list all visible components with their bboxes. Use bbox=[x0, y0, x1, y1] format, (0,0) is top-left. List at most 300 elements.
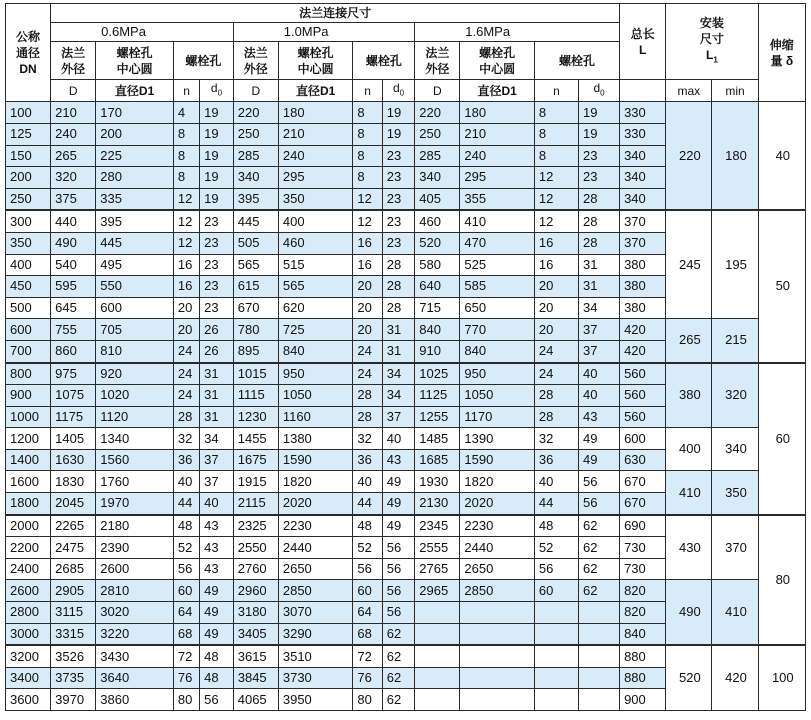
table-cell: 3735 bbox=[51, 667, 96, 689]
table-cell: 2020 bbox=[460, 493, 535, 515]
table-cell: 8 bbox=[173, 145, 199, 167]
table-cell bbox=[415, 667, 460, 689]
table-cell: 900 bbox=[620, 689, 666, 711]
install-max-cell: 520 bbox=[666, 645, 712, 710]
table-cell: 3290 bbox=[278, 623, 353, 645]
table-cell: 2810 bbox=[96, 580, 174, 602]
stretch-cell: 100 bbox=[758, 645, 805, 710]
table-cell: 340 bbox=[620, 145, 666, 167]
table-cell: 19 bbox=[200, 102, 234, 124]
table-cell: 3070 bbox=[278, 602, 353, 624]
table-cell: 2765 bbox=[415, 558, 460, 580]
install-min-cell: 180 bbox=[712, 102, 758, 210]
table-cell: 37 bbox=[579, 319, 620, 341]
table-cell: 810 bbox=[96, 340, 174, 362]
table-cell: 31 bbox=[382, 340, 415, 362]
symbol-D1: 直径D1 bbox=[96, 80, 174, 102]
table-cell: 380 bbox=[620, 276, 666, 298]
table-cell: 1405 bbox=[51, 428, 96, 450]
table-cell: 49 bbox=[200, 602, 234, 624]
table-cell: 8 bbox=[353, 102, 382, 124]
table-cell: 64 bbox=[173, 602, 199, 624]
table-cell: 950 bbox=[460, 363, 535, 385]
table-cell: 840 bbox=[278, 340, 353, 362]
table-cell: 76 bbox=[353, 667, 382, 689]
table-cell: 12 bbox=[534, 188, 578, 210]
table-cell: 2400 bbox=[6, 558, 51, 580]
table-cell: 16 bbox=[534, 254, 578, 276]
table-cell: 20 bbox=[534, 297, 578, 319]
table-cell: 37 bbox=[200, 449, 234, 471]
table-cell: 400 bbox=[278, 210, 353, 232]
table-cell: 34 bbox=[200, 428, 234, 450]
table-cell: 1175 bbox=[51, 406, 96, 428]
symbol-D1: 直径D1 bbox=[278, 80, 353, 102]
table-cell: 1800 bbox=[6, 493, 51, 515]
table-row bbox=[6, 102, 806, 124]
table-cell: 44 bbox=[534, 493, 578, 515]
stretch-line1: 伸缩 bbox=[769, 37, 794, 52]
table-cell: 23 bbox=[382, 145, 415, 167]
table-cell bbox=[579, 602, 620, 624]
symbol-d0: $d_0$ bbox=[579, 80, 620, 102]
table-cell: 560 bbox=[620, 385, 666, 407]
table-cell bbox=[579, 689, 620, 711]
table-cell: 730 bbox=[620, 558, 666, 580]
bolt-holes-header: 螺栓孔 bbox=[534, 42, 619, 80]
table-cell: 19 bbox=[579, 123, 620, 145]
table-cell: 43 bbox=[200, 537, 234, 559]
table-cell: 2760 bbox=[233, 558, 278, 580]
table-cell: 49 bbox=[200, 623, 234, 645]
flange-od-header: 法兰 外径 bbox=[415, 42, 460, 80]
install-min-cell: 350 bbox=[712, 471, 758, 515]
table-cell: 700 bbox=[6, 340, 51, 362]
table-cell: 540 bbox=[51, 254, 96, 276]
table-cell: 12 bbox=[534, 210, 578, 232]
table-cell: 295 bbox=[278, 167, 353, 189]
table-cell: 28 bbox=[534, 406, 578, 428]
table-cell: 31 bbox=[200, 385, 234, 407]
table-cell: 350 bbox=[278, 188, 353, 210]
table-cell: 3200 bbox=[6, 645, 51, 667]
table-cell: 19 bbox=[579, 102, 620, 124]
stretch-line2: 量 δ bbox=[770, 53, 794, 68]
install-max-cell: 265 bbox=[666, 319, 712, 363]
table-cell: 370 bbox=[620, 210, 666, 232]
table-cell: 1685 bbox=[415, 449, 460, 471]
table-cell: 37 bbox=[200, 471, 234, 493]
table-cell: 76 bbox=[173, 667, 199, 689]
table-cell: 2325 bbox=[233, 515, 278, 537]
table-cell: 1820 bbox=[460, 471, 535, 493]
table-cell: 670 bbox=[620, 471, 666, 493]
table-cell: 32 bbox=[534, 428, 578, 450]
table-cell: 62 bbox=[579, 515, 620, 537]
table-cell: 60 bbox=[353, 580, 382, 602]
total-length-symbol: L bbox=[638, 42, 647, 57]
pressure-header-0.6: 0.6MPa bbox=[51, 23, 234, 42]
table-cell: 31 bbox=[200, 363, 234, 385]
table-cell: 395 bbox=[233, 188, 278, 210]
table-cell: 180 bbox=[460, 102, 535, 124]
table-cell: 730 bbox=[620, 537, 666, 559]
table-cell: 210 bbox=[460, 123, 535, 145]
table-cell: 80 bbox=[173, 689, 199, 711]
table-cell: 56 bbox=[382, 602, 415, 624]
table-cell: 380 bbox=[620, 297, 666, 319]
flange-spec-table bbox=[5, 3, 806, 711]
table-cell bbox=[534, 689, 578, 711]
table-cell: 3180 bbox=[233, 602, 278, 624]
install-min-cell: 195 bbox=[712, 210, 758, 318]
table-cell: 12 bbox=[534, 167, 578, 189]
table-cell: 24 bbox=[173, 385, 199, 407]
install-min-cell: 370 bbox=[712, 515, 758, 580]
dn-header-line1: 公称 bbox=[16, 29, 41, 44]
table-cell: 125 bbox=[6, 123, 51, 145]
table-cell: 1590 bbox=[278, 449, 353, 471]
table-cell: 3315 bbox=[51, 623, 96, 645]
table-cell: 20 bbox=[353, 319, 382, 341]
table-cell: 8 bbox=[353, 123, 382, 145]
table-cell: 49 bbox=[579, 449, 620, 471]
table-cell: 48 bbox=[200, 667, 234, 689]
table-cell: 2230 bbox=[278, 515, 353, 537]
symbol-D1: 直径D1 bbox=[460, 80, 535, 102]
table-cell: 72 bbox=[353, 645, 382, 667]
table-cell: 3220 bbox=[96, 623, 174, 645]
table-cell: 705 bbox=[96, 319, 174, 341]
table-cell: 1025 bbox=[415, 363, 460, 385]
table-cell: 1970 bbox=[96, 493, 174, 515]
table-cell: 690 bbox=[620, 515, 666, 537]
table-cell: 62 bbox=[382, 667, 415, 689]
table-row bbox=[6, 428, 806, 450]
table-cell: 8 bbox=[353, 145, 382, 167]
table-cell: 410 bbox=[460, 210, 535, 232]
table-cell: 23 bbox=[200, 276, 234, 298]
table-cell: 1600 bbox=[6, 471, 51, 493]
table-cell: 2800 bbox=[6, 602, 51, 624]
table-cell: 20 bbox=[173, 319, 199, 341]
table-cell: 56 bbox=[353, 558, 382, 580]
table-cell: 43 bbox=[579, 406, 620, 428]
table-cell: 900 bbox=[6, 385, 51, 407]
table-cell: 1820 bbox=[278, 471, 353, 493]
table-cell bbox=[460, 667, 535, 689]
table-cell: 330 bbox=[620, 123, 666, 145]
table-header bbox=[6, 4, 806, 102]
install-max-header: max bbox=[666, 80, 712, 102]
table-cell: 2020 bbox=[278, 493, 353, 515]
table-cell: 2685 bbox=[51, 558, 96, 580]
table-cell bbox=[415, 602, 460, 624]
table-cell: 8 bbox=[534, 145, 578, 167]
table-cell: 40 bbox=[353, 471, 382, 493]
table-cell: 31 bbox=[579, 254, 620, 276]
stretch-cell: 60 bbox=[758, 363, 805, 515]
table-cell: 8 bbox=[353, 167, 382, 189]
table-cell: 600 bbox=[6, 319, 51, 341]
install-min-cell: 420 bbox=[712, 645, 758, 710]
table-cell: 3640 bbox=[96, 667, 174, 689]
table-cell: 37 bbox=[579, 340, 620, 362]
stretch-cell: 80 bbox=[758, 515, 805, 646]
table-cell: 2440 bbox=[460, 537, 535, 559]
table-cell: 20 bbox=[534, 319, 578, 341]
table-cell: 2230 bbox=[460, 515, 535, 537]
table-cell: 100 bbox=[6, 102, 51, 124]
table-cell: 770 bbox=[460, 319, 535, 341]
table-cell: 630 bbox=[620, 449, 666, 471]
table-cell: 2000 bbox=[6, 515, 51, 537]
table-cell: 340 bbox=[415, 167, 460, 189]
table-cell: 60 bbox=[534, 580, 578, 602]
table-cell: 340 bbox=[233, 167, 278, 189]
table-cell: 1760 bbox=[96, 471, 174, 493]
table-cell: 585 bbox=[460, 276, 535, 298]
table-cell: 62 bbox=[579, 580, 620, 602]
table-cell: 285 bbox=[233, 145, 278, 167]
table-cell: 1115 bbox=[233, 385, 278, 407]
table-cell: 650 bbox=[460, 297, 535, 319]
table-cell: 340 bbox=[620, 188, 666, 210]
table-cell: 210 bbox=[51, 102, 96, 124]
table-cell: 56 bbox=[382, 580, 415, 602]
table-cell: 4 bbox=[173, 102, 199, 124]
install-max-cell: 490 bbox=[666, 580, 712, 645]
table-cell: 56 bbox=[579, 493, 620, 515]
table-cell: 250 bbox=[6, 188, 51, 210]
table-cell: 26 bbox=[200, 319, 234, 341]
table-cell: 350 bbox=[6, 232, 51, 254]
total-length-header bbox=[620, 4, 666, 80]
table-cell: 43 bbox=[200, 558, 234, 580]
table-cell: 40 bbox=[200, 493, 234, 515]
table-cell: 640 bbox=[415, 276, 460, 298]
table-cell: 1255 bbox=[415, 406, 460, 428]
table-cell: 34 bbox=[382, 363, 415, 385]
table-cell: 24 bbox=[353, 340, 382, 362]
table-cell: 280 bbox=[96, 167, 174, 189]
table-cell: 450 bbox=[6, 276, 51, 298]
install-max-cell: 220 bbox=[666, 102, 712, 210]
symbol-D: D bbox=[51, 80, 96, 102]
table-cell: 2650 bbox=[278, 558, 353, 580]
table-cell: 1830 bbox=[51, 471, 96, 493]
table-cell: 285 bbox=[415, 145, 460, 167]
table-cell: 28 bbox=[382, 276, 415, 298]
table-cell: 340 bbox=[620, 167, 666, 189]
table-cell: 3526 bbox=[51, 645, 96, 667]
table-cell: 48 bbox=[534, 515, 578, 537]
table-cell: 43 bbox=[200, 515, 234, 537]
table-cell: 23 bbox=[579, 167, 620, 189]
table-cell: 670 bbox=[620, 493, 666, 515]
table-cell: 16 bbox=[173, 276, 199, 298]
bolt-circle-header: 螺栓孔 中心圆 bbox=[96, 42, 174, 80]
table-cell: 495 bbox=[96, 254, 174, 276]
table-cell: 1015 bbox=[233, 363, 278, 385]
table-cell: 560 bbox=[620, 406, 666, 428]
table-cell: 23 bbox=[382, 210, 415, 232]
table-cell: 780 bbox=[233, 319, 278, 341]
table-cell: 2550 bbox=[233, 537, 278, 559]
table-cell: 26 bbox=[200, 340, 234, 362]
symbol-D: D bbox=[415, 80, 460, 102]
table-cell bbox=[534, 645, 578, 667]
table-cell: 1160 bbox=[278, 406, 353, 428]
table-cell: 16 bbox=[534, 232, 578, 254]
bolt-circle-header: 螺栓孔 中心圆 bbox=[278, 42, 353, 80]
bolt-circle-header: 螺栓孔 中心圆 bbox=[460, 42, 535, 80]
table-cell: 19 bbox=[200, 188, 234, 210]
table-cell: 52 bbox=[534, 537, 578, 559]
table-cell: 28 bbox=[534, 385, 578, 407]
table-cell: 150 bbox=[6, 145, 51, 167]
table-cell: 895 bbox=[233, 340, 278, 362]
table-cell: 34 bbox=[579, 297, 620, 319]
table-cell: 600 bbox=[96, 297, 174, 319]
table-cell: 40 bbox=[382, 428, 415, 450]
install-size-line1: 安装 bbox=[699, 15, 724, 30]
table-cell: 445 bbox=[233, 210, 278, 232]
install-max-cell: 430 bbox=[666, 515, 712, 580]
table-cell: 3115 bbox=[51, 602, 96, 624]
table-cell: 950 bbox=[278, 363, 353, 385]
table-cell: 170 bbox=[96, 102, 174, 124]
table-cell: 3615 bbox=[233, 645, 278, 667]
table-cell: 395 bbox=[96, 210, 174, 232]
table-row bbox=[6, 319, 806, 341]
table-cell: 520 bbox=[415, 232, 460, 254]
install-min-cell: 340 bbox=[712, 428, 758, 471]
table-cell: 28 bbox=[173, 406, 199, 428]
table-cell: 550 bbox=[96, 276, 174, 298]
table-cell: 16 bbox=[353, 232, 382, 254]
table-cell bbox=[415, 645, 460, 667]
table-cell: 23 bbox=[579, 145, 620, 167]
table-cell: 505 bbox=[233, 232, 278, 254]
table-cell: 1930 bbox=[415, 471, 460, 493]
table-cell bbox=[415, 623, 460, 645]
table-cell: 24 bbox=[534, 363, 578, 385]
table-cell: 44 bbox=[173, 493, 199, 515]
table-cell: 1630 bbox=[51, 449, 96, 471]
table-cell: 2345 bbox=[415, 515, 460, 537]
table-cell: 820 bbox=[620, 580, 666, 602]
table-cell: 32 bbox=[173, 428, 199, 450]
table-cell: 2650 bbox=[460, 558, 535, 580]
install-size-symbol: $L_1$ bbox=[706, 47, 718, 65]
table-cell: 1455 bbox=[233, 428, 278, 450]
table-cell: 370 bbox=[620, 232, 666, 254]
table-cell: 56 bbox=[534, 558, 578, 580]
table-cell: 670 bbox=[233, 297, 278, 319]
symbol-d0: $d_0$ bbox=[200, 80, 234, 102]
table-cell: 20 bbox=[353, 297, 382, 319]
table-cell: 620 bbox=[278, 297, 353, 319]
table-cell: 180 bbox=[278, 102, 353, 124]
table-cell: 490 bbox=[51, 232, 96, 254]
table-cell: 2265 bbox=[51, 515, 96, 537]
table-cell bbox=[534, 667, 578, 689]
table-cell: 12 bbox=[353, 210, 382, 232]
table-cell: 3000 bbox=[6, 623, 51, 645]
table-cell: 31 bbox=[382, 319, 415, 341]
table-cell: 2390 bbox=[96, 537, 174, 559]
table-cell bbox=[460, 645, 535, 667]
pressure-header-1.6: 1.6MPa bbox=[415, 23, 620, 42]
table-cell: 28 bbox=[382, 297, 415, 319]
table-cell: 200 bbox=[6, 167, 51, 189]
table-cell bbox=[534, 602, 578, 624]
table-cell: 52 bbox=[353, 537, 382, 559]
table-cell: 24 bbox=[173, 363, 199, 385]
stretch-cell: 40 bbox=[758, 102, 805, 210]
table-cell: 645 bbox=[51, 297, 96, 319]
table-body bbox=[6, 102, 806, 711]
table-cell: 8 bbox=[173, 167, 199, 189]
table-cell: 31 bbox=[579, 276, 620, 298]
table-cell: 19 bbox=[382, 102, 415, 124]
table-cell: 3405 bbox=[233, 623, 278, 645]
table-cell: 375 bbox=[51, 188, 96, 210]
table-cell: 28 bbox=[382, 254, 415, 276]
table-cell: 565 bbox=[278, 276, 353, 298]
table-cell: 3430 bbox=[96, 645, 174, 667]
table-cell: 1170 bbox=[460, 406, 535, 428]
table-cell: 43 bbox=[382, 449, 415, 471]
table-row bbox=[6, 580, 806, 602]
table-cell: 405 bbox=[415, 188, 460, 210]
table-cell: 1675 bbox=[233, 449, 278, 471]
table-cell: 440 bbox=[51, 210, 96, 232]
symbol-n: n bbox=[534, 80, 578, 102]
install-size-line2: 尺寸 bbox=[699, 31, 724, 46]
table-cell: 20 bbox=[353, 276, 382, 298]
table-cell: 31 bbox=[200, 406, 234, 428]
table-cell: 8 bbox=[534, 102, 578, 124]
install-max-cell: 400 bbox=[666, 428, 712, 471]
table-cell: 23 bbox=[382, 232, 415, 254]
table-cell: 1075 bbox=[51, 385, 96, 407]
table-cell: 8 bbox=[534, 123, 578, 145]
symbol-n: n bbox=[353, 80, 382, 102]
table-row bbox=[6, 471, 806, 493]
install-min-header: min bbox=[712, 80, 758, 102]
stretch-header bbox=[758, 4, 805, 102]
table-cell: 615 bbox=[233, 276, 278, 298]
table-cell: 1050 bbox=[460, 385, 535, 407]
table-cell: 56 bbox=[579, 471, 620, 493]
table-cell: 28 bbox=[353, 385, 382, 407]
table-cell: 295 bbox=[460, 167, 535, 189]
table-cell: 34 bbox=[382, 385, 415, 407]
table-cell: 80 bbox=[353, 689, 382, 711]
table-cell: 24 bbox=[173, 340, 199, 362]
table-cell: 12 bbox=[173, 232, 199, 254]
table-cell: 12 bbox=[173, 188, 199, 210]
table-cell: 12 bbox=[353, 188, 382, 210]
table-cell: 23 bbox=[200, 254, 234, 276]
table-cell: 840 bbox=[620, 623, 666, 645]
table-cell: 2200 bbox=[6, 537, 51, 559]
table-cell: 860 bbox=[51, 340, 96, 362]
table-cell: 470 bbox=[460, 232, 535, 254]
stretch-cell: 50 bbox=[758, 210, 805, 362]
